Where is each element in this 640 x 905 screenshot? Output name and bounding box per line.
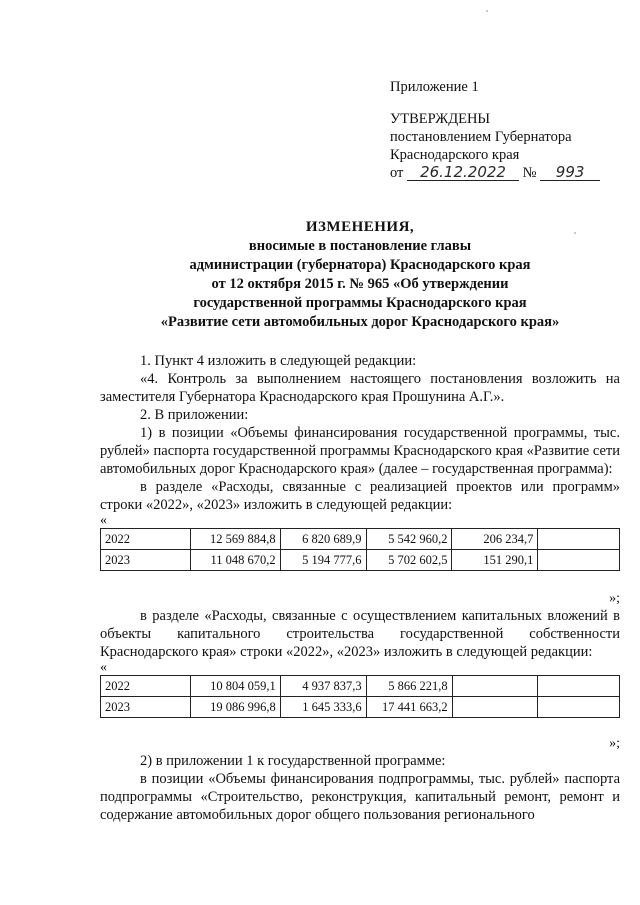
- amount-cell: 17 441 663,2: [366, 697, 452, 718]
- amount-cell: [452, 697, 538, 718]
- scan-speck: [486, 10, 488, 12]
- amount-cell: [538, 529, 620, 550]
- paragraph-6: в разделе «Расходы, связанные с осуществлением капитальных вложений в объекты капитального строительства государственной собственности Краснодарского края» строки «2022», «2023» изложить в следующей редакции:: [100, 608, 620, 660]
- table2-row: [101, 697, 620, 718]
- amount-cell: 4 937 837,3: [280, 676, 366, 697]
- open-quote-1: «: [100, 513, 107, 528]
- paragraph-2: «4. Контроль за выполнением настоящего постановления возложить на заместителя Губернатора Краснодарского края Прошунина А.Г.».: [100, 371, 620, 405]
- year-cell: 2023: [101, 550, 191, 571]
- paragraph-4: 1) в позиции «Объемы финансирования государственной программы, тыс. рублей» паспорта государственной программы Краснодарского края «Развитие сети автомобильных дорог Краснодарского края» (далее – государственная программа):: [100, 425, 620, 477]
- paragraph-5: в разделе «Расходы, связанные с реализацией проектов или программ» строки «2022», «2023» изложить в следующей редакции:: [100, 479, 620, 513]
- approval-block: [390, 78, 600, 182]
- approved-label: УТВЕРЖДЕНЫ: [390, 111, 491, 127]
- amount-cell: 11 048 670,2: [190, 550, 280, 571]
- number-label: №: [522, 165, 537, 181]
- amount-cell: 5 194 777,6: [280, 550, 366, 571]
- financing-table-projects: [100, 528, 620, 571]
- from-label: от: [390, 165, 404, 181]
- paragraph-3: 2. В приложении:: [140, 407, 249, 423]
- title-line-2: администрации (губернатора) Краснодарского края: [189, 257, 531, 273]
- amount-cell: [538, 697, 620, 718]
- title-main: ИЗМЕНЕНИЯ,: [305, 219, 415, 235]
- title-line-3: от 12 октября 2015 г. № 965 «Об утверждении: [211, 276, 509, 292]
- amount-cell: 5 702 602,5: [366, 550, 452, 571]
- paragraph-1: 1. Пункт 4 изложить в следующей редакции:: [140, 353, 417, 369]
- title-line-5: «Развитие сети автомобильных дорог Краснодарского края»: [160, 314, 560, 330]
- amount-cell: 10 804 059,1: [190, 676, 280, 697]
- close-quote-2: »;: [609, 736, 620, 751]
- amount-cell: [538, 550, 620, 571]
- year-cell: 2023: [101, 697, 191, 718]
- date-number-row: [390, 164, 600, 182]
- amount-cell: 5 542 960,2: [366, 529, 452, 550]
- amount-cell: 5 866 221,8: [366, 676, 452, 697]
- amount-cell: [452, 676, 538, 697]
- handwritten-number: 993: [540, 164, 600, 181]
- approved-by-line2: Краснодарского края: [390, 147, 520, 163]
- table1-row: [101, 529, 620, 550]
- amount-cell: 6 820 689,9: [280, 529, 366, 550]
- document-body: [100, 352, 620, 824]
- financing-table-capital: [100, 675, 620, 718]
- amount-cell: 1 645 333,6: [280, 697, 366, 718]
- amount-cell: 19 086 996,8: [190, 697, 280, 718]
- amount-cell: 12 569 884,8: [190, 529, 280, 550]
- amount-cell: [538, 676, 620, 697]
- document-title: [100, 218, 620, 332]
- paragraph-7: 2) в приложении 1 к государственной программе:: [140, 753, 446, 769]
- close-quote-1: »;: [609, 591, 620, 606]
- paragraph-8: в позиции «Объемы финансирования подпрограммы, тыс. рублей» паспорта подпрограммы «Строительство, реконструкция, капитальный ремонт, ремонт и содержание автомобильных дорог общего пользования регионального: [100, 771, 620, 823]
- open-quote-2: «: [100, 660, 107, 675]
- year-cell: 2022: [101, 529, 191, 550]
- amount-cell: 206 234,7: [452, 529, 538, 550]
- appendix-label: Приложение 1: [390, 79, 479, 95]
- title-line-4: государственной программы Краснодарского края: [193, 295, 527, 311]
- scan-speck: [574, 232, 576, 234]
- year-cell: 2022: [101, 676, 191, 697]
- table2-row: [101, 676, 620, 697]
- title-line-1: вносимые в постановление главы: [248, 238, 472, 254]
- handwritten-date: 26.12.2022: [407, 164, 519, 181]
- approved-by-line1: постановлением Губернатора: [390, 129, 572, 145]
- table1-row: [101, 550, 620, 571]
- amount-cell: 151 290,1: [452, 550, 538, 571]
